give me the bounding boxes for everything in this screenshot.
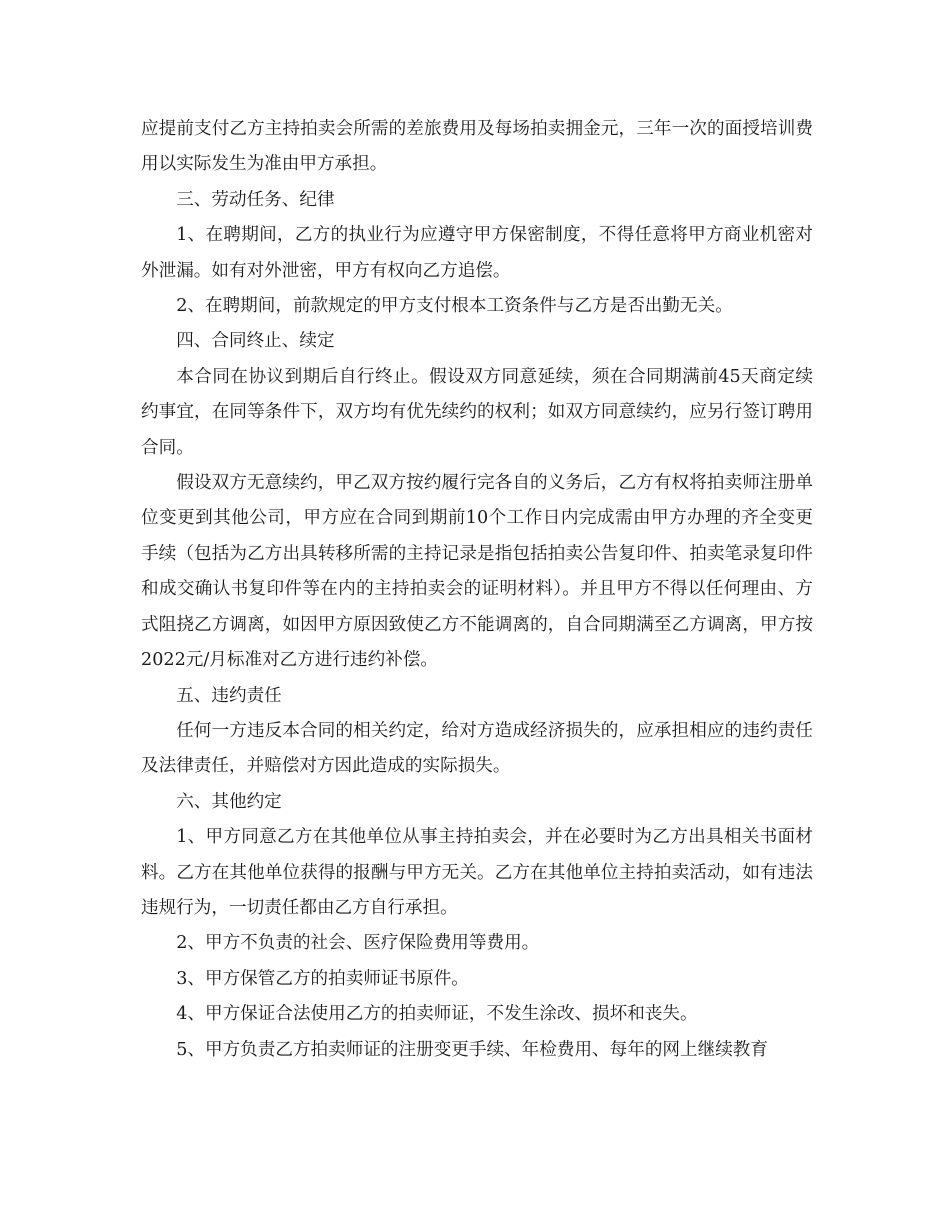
paragraph-breach-liability: 任何一方违反本合同的相关约定，给对方造成经济损失的，应承担相应的违约责任及法律责任，并赔偿对方因此造成的实际损失。 — [141, 720, 813, 777]
paragraph-base-salary: 2、在聘期间，前款规定的甲方支付根本工资条件与乙方是否出勤无关。 — [176, 296, 733, 317]
paragraph-travel-expenses: 应提前支付乙方主持拍卖会所需的差旅费用及每场拍卖拥金元，三年一次的面授培训费用以实际发生为准由甲方承担。 — [141, 119, 813, 175]
paragraph-other-term-1: 1、甲方同意乙方在其他单位从事主持拍卖会，并在必要时为乙方出具相关书面材料。乙方在其他单位获得的报酬与甲方无关。乙方在其他单位主持拍卖活动，如有违法违规行为，一切责任都由乙方自行承担。 — [141, 827, 813, 918]
paragraph-other-term-4: 4、甲方保证合法使用乙方的拍卖师证，不发生涂改、损坏和丧失。 — [176, 1004, 698, 1025]
paragraph-other-term-3: 3、甲方保管乙方的拍卖师证书原件。 — [176, 968, 469, 989]
section-heading-termination: 四、合同终止、续定 — [176, 331, 335, 352]
section-heading-breach: 五、违约责任 — [176, 685, 282, 706]
paragraph-other-term-5: 5、甲方负责乙方拍卖师证的注册变更手续、年检费用、每年的网上继续教育 — [176, 1039, 768, 1060]
paragraph-no-renewal: 假设双方无意续约，甲乙双方按约履行完各自的义务后，乙方有权将拍卖师注册单位变更到其他公司，甲方应在合同到期前10个工作日内完成需由甲方办理的齐全变更手续（包括为乙方出具转移所需的主持记录是指包括拍卖公告复印件、拍卖笔录复印件和成交确认书复印件等在内的主持拍卖会的证明材料）。并且甲方不得以任何理由、方式阻挠乙方调离，如因甲方原因致使乙方不能调离的，自合同期满至乙方调离，甲方按2022元/月标准对乙方进行违约补偿。 — [141, 473, 813, 671]
paragraph-other-term-2: 2、甲方不负责的社会、医疗保险费用等费用。 — [176, 933, 540, 954]
document-body — [141, 112, 813, 1068]
section-heading-labor-tasks: 三、劳动任务、纪律 — [176, 189, 335, 210]
section-heading-other-terms: 六、其他约定 — [176, 791, 282, 812]
paragraph-contract-expiry: 本合同在协议到期后自行终止。假设双方同意延续，须在合同期满前45天商定续约事宜，在同等条件下，双方均有优先续约的权利；如双方同意续约，应另行签订聘用合同。 — [141, 366, 813, 458]
paragraph-confidentiality: 1、在聘期间，乙方的执业行为应遵守甲方保密制度，不得任意将甲方商业机密对外泄漏。如有对外泄密，甲方有权向乙方追偿。 — [141, 225, 813, 281]
